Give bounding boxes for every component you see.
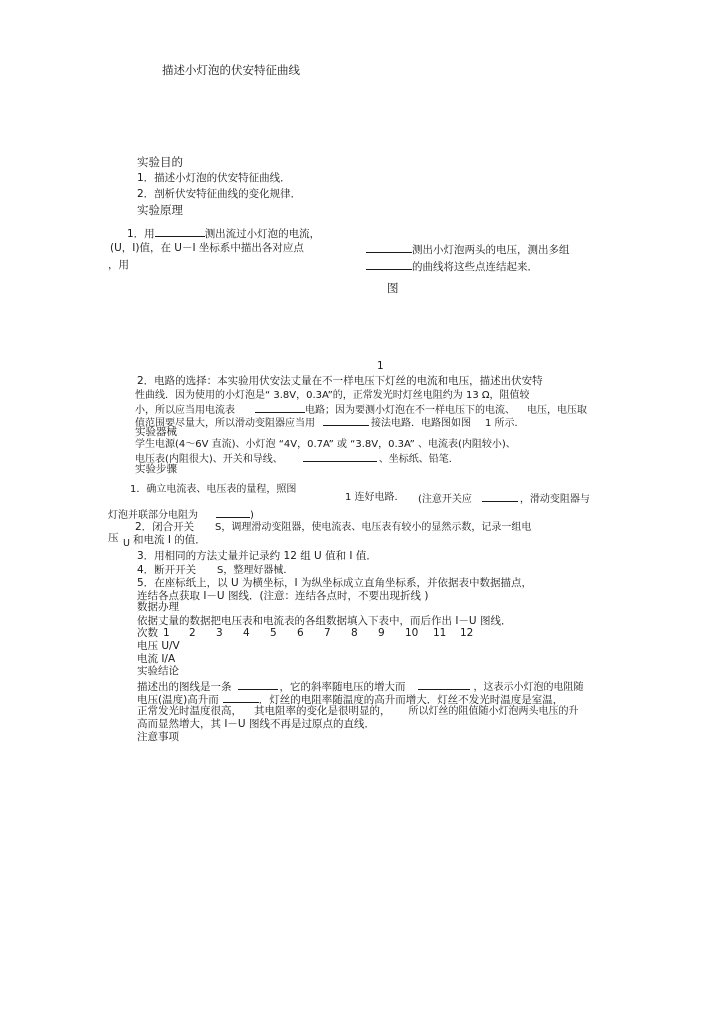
data-description: 依据丈量的数据把电压表和电流表的各组数据填入下表中，而后作出 I－U 图线． — [137, 615, 512, 627]
conclusion-line-3-c: 所以灯丝的阻值随小灯泡两头电压的升 — [408, 706, 579, 717]
circuit-line-1: 2．电路的选择：本实验用伏安法丈量在不一样电压下灯丝的电流和电压，描述出伏安特 — [137, 375, 543, 387]
circuit-line-3-b: 电路；因为要测小灯泡在不一样电压下的电流、 — [305, 405, 515, 416]
step-1-d: ，滑动变阻器与 — [519, 494, 590, 505]
circuit-line-2: 性曲线．因为使用的小灯泡是“ 3.8V，0.3A”的，正常发光时灯丝电阻约为 13 Ω，阻值较 — [135, 390, 530, 401]
equipment-heading: 实验器械 — [135, 426, 177, 438]
principle-line-1-start: 1．用 — [127, 228, 155, 240]
count-8: 8 — [351, 627, 358, 639]
page-title: 描述小灯泡的伏安特征曲线 — [162, 63, 300, 77]
equipment-line-2-a: 电压表(内阻很大)、开关和导线、 — [135, 454, 283, 465]
objective-item-1: 1．描述小灯泡的伏安特征曲线． — [137, 172, 291, 184]
principle-heading: 实验原理 — [137, 203, 183, 217]
conclusion-line-1-b: ，它的斜率随电压的增大而 — [279, 681, 406, 693]
circuit-line-4-a: 值范围要尽量大，所以滑动变阻器应当用 — [135, 418, 315, 429]
count-6: 6 — [297, 627, 304, 639]
objective-item-2: 2．剖析伏安特征曲线的变化规律． — [137, 188, 302, 200]
equipment-line-1: 学生电源(4～6V 直流)、小灯泡 “4V，0.7A” 或 “3.8V，0.3A” 、电流表(内阻较小)、 — [135, 439, 516, 450]
blank-smooth-curve — [366, 259, 412, 270]
blank-equipment — [303, 451, 377, 462]
count-5: 5 — [270, 627, 277, 639]
circuit-line-3-a: 小，所以应当用电流表 — [135, 405, 235, 416]
step-2-c: 压 — [108, 532, 119, 544]
conclusion-line-2-b: ．灯丝的电阻率随温度的高升而增大．灯丝不发光时温度是室温， — [258, 694, 564, 706]
principle-curve-line — [366, 259, 538, 274]
count-11: 11 — [433, 627, 447, 639]
blank-ammeter-connection — [255, 402, 305, 413]
step-2-b: S，调理滑动变阻器，使电流表、电压表有较小的显然示数，记录一组电 — [215, 522, 532, 533]
step-1-b: 1 连好电路． — [345, 492, 405, 503]
step-4-a: 4．断开开关 — [137, 564, 197, 576]
count-2: 2 — [189, 627, 196, 639]
step-1-switch — [418, 491, 590, 506]
blank-switch-state — [482, 491, 518, 502]
step-1-e: 灯泡并联部分电阻为 — [108, 510, 198, 521]
principle-points-text: (U，I)值，在 U－I 坐标系中描出各对应点 — [110, 242, 304, 254]
principle-with-text: ，用 — [108, 259, 129, 271]
equipment-line-2 — [135, 451, 459, 466]
principle-voltmeter-text: 测出小灯泡两头的电压，测出多组 — [412, 244, 570, 256]
circuit-line-3-c: 电压，电压取 — [527, 405, 587, 416]
step-1-resistance — [108, 507, 254, 522]
principle-line-1 — [127, 226, 320, 241]
step-3: 3．用相同的方法丈量并记录约 12 组 U 值和 I 值． — [137, 550, 377, 562]
conclusion-line-2-a: 电压(温度)高升而 — [137, 694, 219, 706]
conclusion-line-1-a: 描述出的图线是一条 — [137, 681, 232, 693]
blank-resistance-change — [223, 692, 259, 703]
step-1-f: ) — [250, 510, 254, 521]
conclusion-heading: 实验结论 — [137, 665, 179, 677]
step-5-a: 5．在座标纸上，以 U 为横坐标，I 为纵坐标成立直角坐标系，并依据表中数据描点， — [137, 577, 532, 589]
count-4: 4 — [243, 627, 250, 639]
count-9: 9 — [378, 627, 385, 639]
blank-voltmeter — [366, 242, 412, 253]
conclusion-line-4: 高而显然增大，其 I－U 图线不再是过原点的直线． — [137, 718, 375, 730]
current-label: 电流 I/A — [137, 653, 176, 665]
step-2-d: U — [123, 538, 130, 549]
count-label: 次数 — [137, 627, 158, 639]
blank-resistance — [216, 507, 250, 518]
circuit-line-4-c: 1 所示． — [485, 418, 525, 429]
step-2-a: 2．闭合开关 — [135, 521, 195, 533]
step-1-a: 1．确立电流表、电压表的量程，照图 — [130, 484, 297, 495]
data-heading: 数据办理 — [137, 601, 179, 613]
principle-curve-text: 的曲线将这些点连结起来． — [412, 261, 538, 273]
steps-heading: 实验步骤 — [135, 463, 177, 475]
notes-heading: 注意事项 — [137, 731, 179, 743]
conclusion-line-1-c: ，这表示小灯泡的电阻随 — [473, 682, 584, 693]
step-1-c: (注意开关应 — [418, 494, 472, 505]
count-12: 12 — [460, 627, 474, 639]
count-7: 7 — [324, 627, 331, 639]
blank-ammeter — [155, 226, 205, 237]
step-2-e: 和电流 I 的值． — [133, 534, 206, 546]
step-5-b: 连结各点获取 I－U 图线．(注意：连结各点时，不要出现折线 ) — [137, 590, 429, 602]
count-10: 10 — [405, 627, 419, 639]
circuit-line-4-b: 接法电路．电路图如图 — [371, 418, 471, 429]
conclusion-line-3 — [137, 705, 579, 718]
blank-rheostat-connection — [323, 415, 369, 426]
circuit-line-4 — [135, 415, 525, 430]
figure-label-number: 1 — [377, 360, 384, 372]
voltage-label: 电压 U/V — [137, 640, 180, 652]
figure-label-char: 图 — [387, 281, 399, 295]
principle-voltmeter-line — [366, 242, 570, 257]
conclusion-line-3-b: 其电阻率的变化是很明显的， — [254, 705, 391, 717]
principle-line-1-text: 测出流过小灯泡的电流， — [204, 228, 321, 240]
count-1: 1 — [163, 627, 170, 639]
conclusion-line-3-a: 正常发光时温度很高， — [137, 705, 242, 717]
step-4-b: S，整理好器械． — [217, 565, 294, 576]
equipment-line-2-b: 、坐标纸、铅笔． — [378, 454, 459, 465]
objective-heading: 实验目的 — [137, 155, 183, 169]
blank-slope-change — [418, 679, 470, 690]
count-3: 3 — [216, 627, 223, 639]
blank-curve-type — [238, 679, 278, 690]
